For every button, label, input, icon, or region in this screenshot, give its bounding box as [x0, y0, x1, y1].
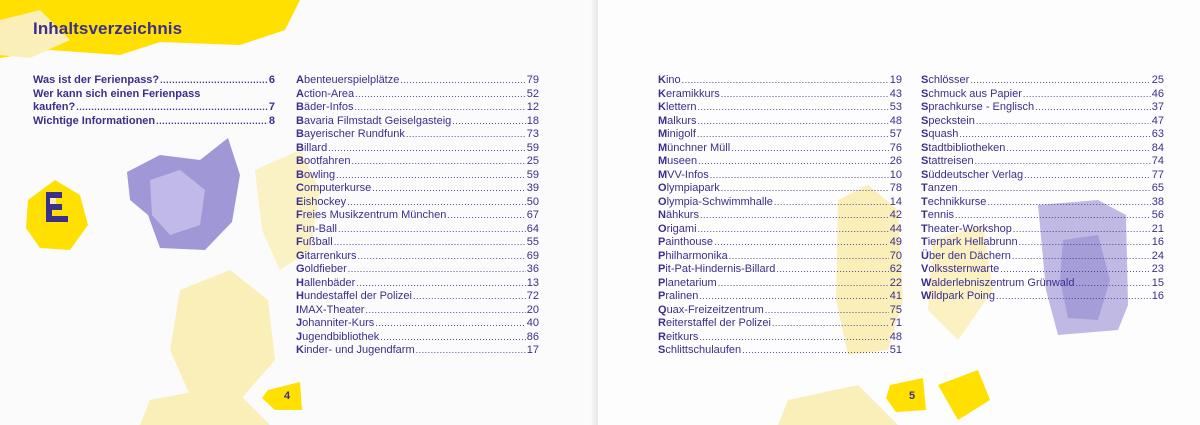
entry-page: 39: [526, 182, 539, 194]
leader-dots: [776, 263, 888, 277]
entry-page: 21: [1151, 222, 1164, 235]
leader-dots: [452, 115, 525, 129]
leader-dots: [1035, 101, 1151, 115]
leader-dots: [76, 101, 268, 115]
entry-label: Computerkurse: [296, 182, 372, 194]
toc-entry[interactable]: [296, 74, 539, 88]
entry-label: Bayerischer Rundfunk: [296, 128, 405, 140]
leader-dots: [698, 155, 889, 169]
leader-dots: [698, 115, 889, 129]
toc-entry[interactable]: [296, 209, 539, 223]
entry-label: Hundestaffel der Polizei: [296, 290, 412, 302]
entry-label: Fußball: [296, 236, 333, 248]
leader-dots: [774, 196, 889, 210]
entry-page: 73: [526, 128, 539, 140]
entry-page: 26: [889, 155, 902, 167]
toc-entry[interactable]: [296, 277, 539, 291]
entry-label: IMAX-Theater: [296, 303, 365, 316]
leader-dots: [351, 155, 525, 169]
entry-label: Painthouse: [658, 236, 714, 248]
toc-entry[interactable]: [658, 115, 902, 129]
entry-page: 71: [889, 317, 902, 329]
entry-label: Bowling: [296, 168, 336, 181]
entry-page: 46: [1151, 87, 1164, 100]
toc-entry[interactable]: [658, 290, 902, 304]
leader-dots: [354, 101, 525, 115]
page-number: 5: [909, 390, 916, 402]
leader-dots: [375, 317, 525, 331]
entry-page: 47: [1151, 114, 1164, 127]
leader-dots: [1019, 236, 1151, 250]
entry-label: Klettern: [658, 101, 697, 113]
entry-label: Tanzen: [921, 182, 958, 194]
toc-entry[interactable]: [296, 182, 539, 196]
toc-entry[interactable]: [921, 155, 1164, 169]
toc-column-c: [921, 74, 1164, 304]
entry-label: Bootfahren: [296, 155, 351, 167]
entry-label: Eishockey: [296, 195, 347, 208]
toc-entry[interactable]: [296, 317, 539, 331]
entry-label: Keramikkurs: [658, 87, 720, 100]
toc-entry[interactable]: [658, 277, 902, 291]
leader-dots: [365, 304, 525, 318]
leader-dots: [731, 142, 889, 156]
entry-page: 25: [526, 155, 539, 167]
entry-page: 13: [526, 276, 539, 289]
entry-page: 64: [526, 222, 539, 235]
toc-entry[interactable]: [296, 236, 539, 250]
entry-page: 65: [1151, 182, 1164, 194]
leader-dots: [698, 223, 889, 237]
toc-entry[interactable]: [658, 250, 902, 264]
entry-page: 18: [526, 114, 539, 127]
toc-entry[interactable]: [921, 223, 1164, 237]
entry-label: Origami: [658, 222, 697, 235]
toc-entry[interactable]: [921, 236, 1164, 250]
entry-label: Münchner Müll: [658, 141, 731, 154]
toc-entry[interactable]: [658, 88, 902, 102]
leader-dots: [721, 182, 889, 196]
entry-page: 55: [526, 236, 539, 248]
toc-entry[interactable]: [658, 263, 902, 277]
pale-blob-middle: [170, 270, 275, 400]
entry-page: 14: [889, 195, 902, 208]
toc-entry[interactable]: [658, 101, 902, 115]
leader-dots: [372, 182, 526, 196]
entry-page: 59: [526, 168, 539, 181]
entry-page: 43: [889, 87, 902, 100]
leader-dots: [772, 317, 889, 331]
entry-label: Speckstein: [921, 114, 975, 127]
entry-label: Schlösser: [921, 74, 970, 86]
entry-page: 62: [889, 263, 902, 275]
leader-dots: [400, 74, 525, 88]
leader-dots: [697, 128, 889, 142]
page-title: Inhaltsverzeichnis: [33, 19, 183, 38]
toc-entry[interactable]: [658, 128, 902, 142]
toc-entry[interactable]: [33, 115, 275, 129]
leader-dots: [987, 196, 1150, 210]
entry-label: Volkssternwarte: [921, 263, 1000, 275]
toc-entry[interactable]: [658, 223, 902, 237]
toc-entry[interactable]: [296, 169, 539, 183]
leader-dots: [742, 344, 889, 358]
entry-label: Billard: [296, 141, 328, 154]
entry-page: 15: [1151, 276, 1164, 289]
toc-entry[interactable]: [296, 344, 539, 358]
leader-dots: [955, 209, 1151, 223]
toc-entry[interactable]: [33, 101, 275, 115]
entry-page: 70: [889, 249, 902, 262]
entry-label: Action-Area: [296, 87, 355, 100]
toc-entry[interactable]: [296, 331, 539, 345]
leader-dots: [959, 128, 1150, 142]
entry-label: Pralinen: [658, 290, 699, 302]
entry-page: 56: [1151, 209, 1164, 221]
entry-label: Nähkurs: [658, 209, 699, 221]
leader-dots: [380, 331, 526, 345]
entry-page: 38: [1151, 195, 1164, 208]
entry-label: Sprachkurse - Englisch: [921, 101, 1035, 113]
right-page: [598, 0, 1200, 425]
entry-label: Süddeutscher Verlag: [921, 168, 1024, 181]
entry-page: 16: [1151, 236, 1164, 248]
leader-dots: [1006, 142, 1150, 156]
entry-label: Fun-Ball: [296, 222, 337, 235]
entry-label: Malkurs: [658, 114, 697, 127]
toc-entry[interactable]: [296, 155, 539, 169]
leader-dots: [976, 115, 1151, 129]
entry-label: Goldfieber: [296, 263, 347, 275]
entry-label: Planetarium: [658, 276, 717, 289]
entry-label: kaufen?: [33, 101, 76, 113]
leader-dots: [358, 250, 526, 264]
leader-dots: [156, 115, 268, 129]
toc-entry[interactable]: [296, 101, 539, 115]
entry-label: Kinder- und Jugendfarm: [296, 344, 415, 356]
leader-dots: [1012, 250, 1151, 264]
yellow-blob-bottom-right: [938, 370, 990, 420]
entry-page: 40: [526, 317, 539, 329]
leader-dots: [447, 209, 525, 223]
leader-dots: [765, 304, 889, 318]
entry-label: Reiterstaffel der Polizei: [658, 317, 771, 329]
entry-label: Wildpark Poing: [921, 290, 995, 302]
entry-page: 6: [268, 74, 275, 86]
toc-entry[interactable]: [658, 74, 902, 88]
entry-label: Freies Musikzentrum München: [296, 209, 447, 221]
entry-label: Squash: [921, 128, 959, 140]
entry-label: Technikkurse: [921, 195, 987, 208]
toc-entry[interactable]: [296, 290, 539, 304]
leader-dots: [348, 263, 526, 277]
entry-label: Schlittschulaufen: [658, 344, 742, 356]
entry-label: Walderlebniszentrum Grünwald: [921, 276, 1075, 289]
entry-label: Pit-Pat-Hindernis-Billard: [658, 263, 776, 275]
entry-page: 19: [889, 74, 902, 86]
toc-entry[interactable]: [658, 304, 902, 318]
toc-entry[interactable]: [921, 250, 1164, 264]
toc-entry[interactable]: [296, 223, 539, 237]
toc-entry[interactable]: [921, 209, 1164, 223]
page-number-tab-left: [262, 382, 302, 410]
leader-dots: [334, 236, 526, 250]
entry-page: 53: [889, 101, 902, 113]
entry-page: 57: [889, 128, 902, 140]
entry-page: 41: [889, 290, 902, 302]
entry-label: Tierpark Hellabrunn: [921, 236, 1018, 248]
left-page: [0, 0, 598, 425]
entry-label: Bäder-Infos: [296, 101, 354, 113]
leader-dots: [406, 128, 526, 142]
entry-page: 25: [1151, 74, 1164, 86]
toc-column-b: [658, 74, 902, 358]
toc-entry[interactable]: [296, 128, 539, 142]
toc-entry[interactable]: [296, 263, 539, 277]
entry-page: 17: [526, 344, 539, 356]
leader-dots: [699, 290, 888, 304]
entry-label: Kino: [658, 74, 681, 86]
leader-dots: [970, 74, 1150, 88]
entry-label: Über den Dächern: [921, 249, 1011, 262]
entry-page: 22: [889, 276, 902, 289]
entry-page: 72: [526, 290, 539, 302]
entry-page: 23: [1151, 263, 1164, 275]
leader-dots: [721, 88, 889, 102]
toc-entry[interactable]: [33, 74, 275, 88]
entry-page: 42: [889, 209, 902, 221]
toc-entry[interactable]: [921, 115, 1164, 129]
toc-entry[interactable]: [296, 250, 539, 264]
entry-label: MVV-Infos: [658, 168, 709, 181]
entry-page: 7: [268, 101, 275, 113]
toc-entry[interactable]: [921, 88, 1164, 102]
entry-label: Johanniter-Kurs: [296, 317, 375, 329]
leader-dots: [338, 223, 526, 237]
toc-entry[interactable]: [296, 115, 539, 129]
toc-entry[interactable]: [921, 196, 1164, 210]
leader-dots: [416, 344, 526, 358]
leader-dots: [328, 142, 526, 156]
entry-page: 48: [889, 114, 902, 127]
entry-page: 12: [526, 101, 539, 113]
entry-page: 51: [889, 344, 902, 356]
entry-page: 86: [526, 330, 539, 343]
entry-page: 52: [526, 87, 539, 100]
entry-page: 10: [889, 168, 902, 181]
entry-label: Tennis: [921, 209, 955, 221]
toc-entry[interactable]: [658, 236, 902, 250]
entry-label: Minigolf: [658, 128, 696, 140]
toc-entry[interactable]: [921, 142, 1164, 156]
entry-page: 67: [526, 209, 539, 221]
leader-dots: [700, 209, 889, 223]
toc-entry[interactable]: [921, 277, 1164, 291]
leader-dots: [714, 236, 889, 250]
entry-label: Stattreisen: [921, 155, 974, 167]
entry-label: Jugendbibliothek: [296, 330, 380, 343]
leader-dots: [710, 169, 889, 183]
toc-entry[interactable]: [658, 331, 902, 345]
leader-dots: [996, 290, 1151, 304]
entry-page: 69: [526, 249, 539, 262]
entry-label: Reitkurs: [658, 330, 699, 343]
entry-page: 84: [1151, 141, 1164, 154]
page-number-tab-right: [886, 378, 926, 412]
entry-page: 49: [889, 236, 902, 248]
leader-dots: [698, 101, 889, 115]
toc-entry[interactable]: [296, 142, 539, 156]
entry-page: 78: [889, 182, 902, 194]
entry-label: Abenteuerspielplätze: [296, 74, 400, 86]
entry-page: 44: [889, 222, 902, 235]
leader-dots: [975, 155, 1151, 169]
entry-page: 50: [526, 195, 539, 208]
entry-page: 20: [526, 303, 539, 316]
entry-page: 75: [889, 303, 902, 316]
pale-blob-bottom: [778, 385, 898, 425]
entry-page: 74: [1151, 155, 1164, 167]
leader-dots: [1075, 277, 1150, 291]
entry-label: Theater-Workshop: [921, 222, 1012, 235]
toc-entry[interactable]: [921, 169, 1164, 183]
toc-entry[interactable]: [33, 88, 275, 102]
leader-dots: [729, 250, 889, 264]
page-number: 4: [284, 390, 291, 402]
toc-entry[interactable]: [296, 196, 539, 210]
entry-label: Museen: [658, 155, 698, 167]
leader-dots: [1013, 223, 1151, 237]
entry-page: 24: [1151, 249, 1164, 262]
toc-entry[interactable]: [296, 304, 539, 318]
entry-page: 16: [1151, 290, 1164, 302]
toc-entry[interactable]: [921, 290, 1164, 304]
toc-entry[interactable]: [658, 196, 902, 210]
entry-page: 8: [268, 114, 275, 127]
leader-dots: [718, 277, 889, 291]
leader-dots: [1000, 263, 1150, 277]
toc-entry[interactable]: [658, 182, 902, 196]
entry-label: Hallenbäder: [296, 276, 356, 289]
entry-label: Bavaria Filmstadt Geiselgasteig: [296, 114, 452, 127]
entry-label: Quax-Freizeitzentrum: [658, 303, 764, 316]
leader-dots: [682, 74, 889, 88]
toc-entry[interactable]: [658, 209, 902, 223]
leader-dots: [959, 182, 1151, 196]
toc-entry[interactable]: [658, 317, 902, 331]
leader-dots: [356, 277, 525, 291]
entry-label: Wer kann sich einen Ferienpass: [33, 87, 201, 100]
toc-entry[interactable]: [921, 74, 1164, 88]
entry-page: 48: [889, 330, 902, 343]
entry-label: Olympia-Schwimmhalle: [658, 195, 773, 208]
entry-page: 79: [526, 74, 539, 86]
toc-column-a: [296, 74, 539, 358]
entry-label: Olympiapark: [658, 182, 720, 194]
toc-entry[interactable]: [658, 155, 902, 169]
entry-label: Stadtbibliotheken: [921, 141, 1006, 154]
entry-label: Philharmonika: [658, 249, 728, 262]
toc-entry[interactable]: [658, 344, 902, 358]
entry-page: 76: [889, 141, 902, 154]
toc-entry[interactable]: [921, 263, 1164, 277]
entry-page: 63: [1151, 128, 1164, 140]
leader-dots: [160, 74, 268, 88]
entry-page: 37: [1151, 101, 1164, 113]
toc-entry[interactable]: [658, 169, 902, 183]
leader-dots: [699, 331, 888, 345]
entry-label: Wichtige Informationen: [33, 114, 156, 127]
leader-dots: [355, 88, 526, 102]
intro-list: [33, 74, 275, 128]
entry-label: Schmuck aus Papier: [921, 87, 1022, 100]
entry-page: 36: [526, 263, 539, 275]
leader-dots: [1024, 169, 1151, 183]
toc-entry[interactable]: [296, 88, 539, 102]
toc-entry[interactable]: [921, 182, 1164, 196]
entry-label: Gitarrenkurs: [296, 249, 357, 262]
leader-dots: [413, 290, 526, 304]
entry-page: 77: [1151, 168, 1164, 181]
pale-blob-bottom: [140, 385, 270, 425]
entry-page: 59: [526, 141, 539, 154]
yellow-emblem-blob: [26, 180, 88, 250]
leader-dots: [336, 169, 526, 183]
leader-dots: [1023, 88, 1151, 102]
entry-label: Was ist der Ferienpass?: [33, 74, 160, 86]
toc-entry[interactable]: [921, 101, 1164, 115]
toc-entry[interactable]: [658, 142, 902, 156]
toc-entry[interactable]: [921, 128, 1164, 142]
leader-dots: [347, 196, 526, 210]
